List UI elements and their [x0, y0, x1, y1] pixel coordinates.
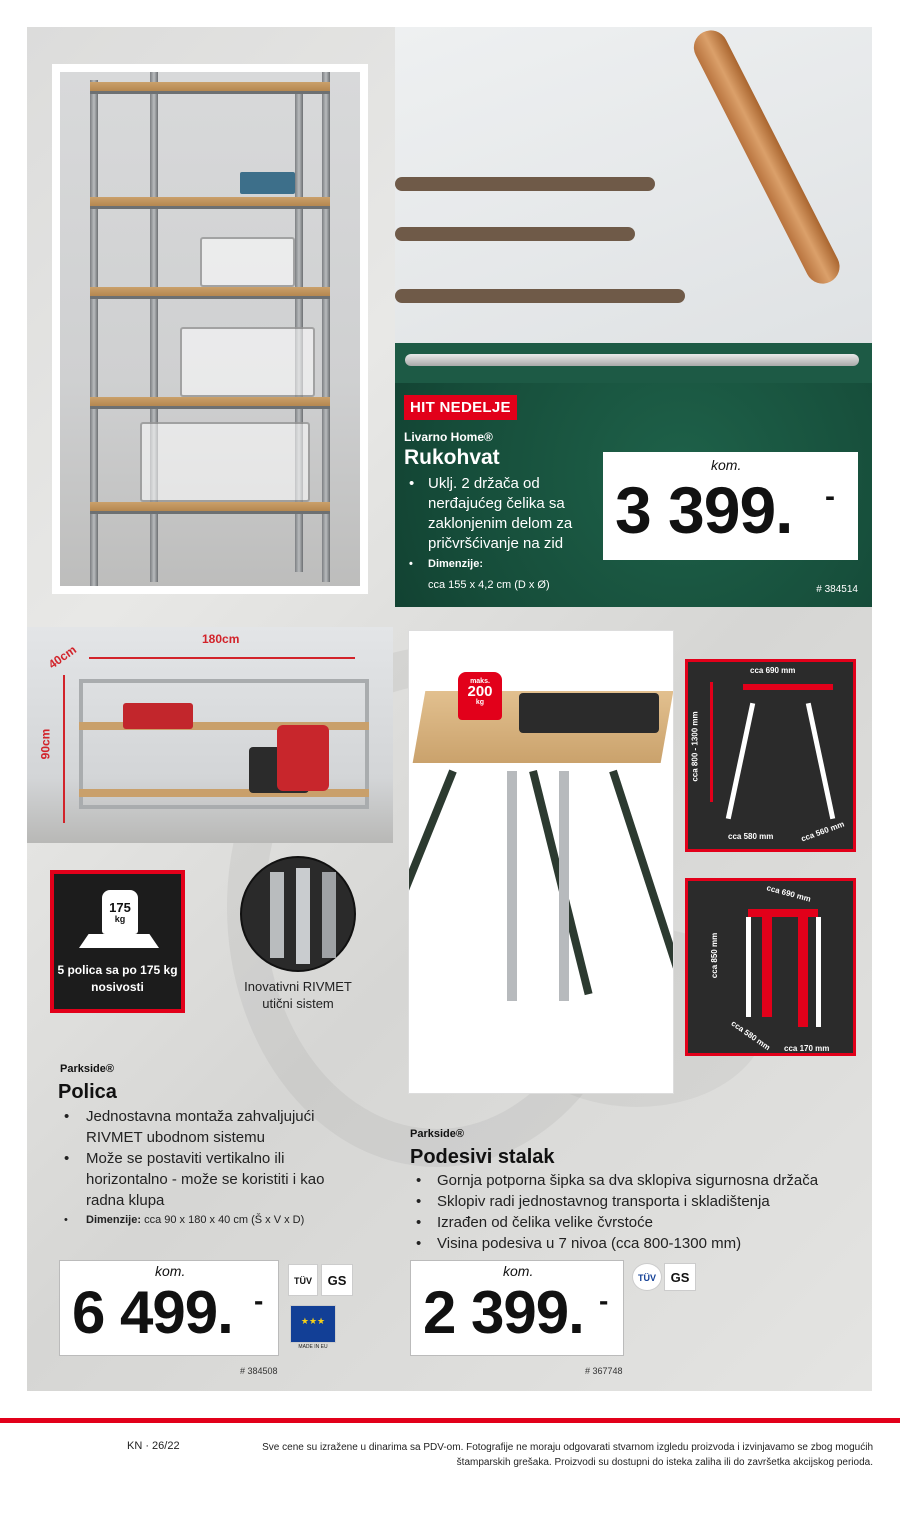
polica-price: 6 499. [72, 1279, 233, 1346]
polica-title: Polica [58, 1081, 117, 1103]
polica-price-box [59, 1260, 279, 1356]
handrail-detail-bar [405, 354, 859, 366]
stalak-title: Podesivi stalak [410, 1146, 555, 1168]
page-code: KN · 26/22 [127, 1440, 180, 1452]
trestle-height-diagram [685, 659, 856, 852]
load-capacity-caption: 5 polica sa po 175 kg nosivosti [57, 963, 178, 994]
rukohvat-feature-1: • Uklj. 2 držača od nerđajućeg čelika sa zaklonjenim delom za pričvršćivanje na zid [404, 474, 614, 554]
rivmet-caption: Inovativni RIVMET utični sistem [244, 979, 352, 1011]
rukohvat-dimensions-label: • Dimenzije: [404, 556, 614, 573]
stalak-feature-1: • Gornja potporna šipka sa dva sklopiva sigurnosna držača [410, 1170, 880, 1191]
rukohvat-sku: # 384514 [816, 584, 858, 595]
polica-sku: # 384508 [240, 1366, 278, 1376]
rukohvat-price-dash: - [825, 480, 835, 513]
rivmet-system-photo [240, 856, 356, 972]
dimension-depth-label: 40cm [45, 642, 79, 672]
stalak-unit: kom. [503, 1263, 534, 1279]
rukohvat-brand: Livarno Home® [404, 430, 493, 444]
diagram2-top: cca 690 mm [765, 883, 812, 904]
polica-unit: kom. [155, 1263, 186, 1279]
polica-feature-2: • Može se postaviti vertikalno ili horizontalno - može se koristiti i kao radna klupa [58, 1148, 358, 1211]
tuv-cert-icon: TÜV [632, 1263, 662, 1291]
diagram2-bottom-left: cca 580 mm [729, 1018, 772, 1053]
made-in-eu-label: MADE IN EU [298, 1344, 328, 1350]
weight-icon-unit: kg [114, 914, 126, 924]
diagram1-side: cca 800 - 1300 mm [690, 711, 700, 782]
weight-icon [102, 890, 138, 934]
polica-feature-1: • Jednostavna montaža zahvaljujući RIVMET ubodnom sistemu [58, 1106, 358, 1148]
rukohvat-dimensions-value: cca 155 x 4,2 cm (D x Ø) [428, 579, 550, 591]
load-capacity-icon-box [50, 870, 185, 1013]
workbench-product-photo [408, 630, 674, 1094]
dimension-width-label: 180cm [202, 632, 240, 646]
diagram1-top: cca 690 mm [750, 666, 796, 675]
dimension-height-label: 90cm [38, 728, 53, 760]
diagram1-bottom-right: cca 560 mm [799, 819, 846, 844]
stalak-price-box [410, 1260, 624, 1356]
polica-features [58, 1106, 358, 1229]
max-load-value: 200 [467, 683, 493, 700]
diagram2-side: cca 850 mm [710, 932, 720, 979]
footer-divider [0, 1418, 900, 1423]
stalak-feature-4: • Visina podesiva u 7 nivoa (cca 800-1300 mm) [410, 1233, 880, 1254]
stalak-features [410, 1170, 880, 1254]
rukohvat-features [404, 474, 614, 573]
stalak-price-dash: - [599, 1285, 609, 1316]
polica-dimensions [58, 1211, 358, 1229]
weight-icon-value: 175 [109, 900, 131, 915]
max-load-icon [458, 672, 502, 720]
stalak-feature-3: • Izrađen od čelika velike čvrstoće [410, 1212, 880, 1233]
shelf-product-photo [52, 64, 368, 594]
rukohvat-price-box [603, 452, 858, 560]
polica-brand: Parkside® [60, 1063, 114, 1075]
stalak-sku: # 367748 [585, 1366, 623, 1376]
max-load-pre: maks. [470, 678, 490, 685]
polica-dimensions-value: cca 90 x 180 x 40 cm (Š x V x D) [144, 1214, 305, 1226]
gs-cert-icon: GS [664, 1263, 696, 1291]
polica-price-dash: - [254, 1285, 264, 1316]
hit-badge: HIT NEDELJE [404, 395, 517, 420]
stalak-feature-2: • Sklopiv radi jednostavnog transporta i skladištenja [410, 1191, 880, 1212]
platform-shape [79, 934, 159, 948]
tuv-cert-icon: TÜV [288, 1264, 318, 1296]
eu-flag-icon: ★★★ [290, 1305, 336, 1343]
rukohvat-price: 3 399. [615, 473, 793, 547]
max-load-unit: kg [475, 699, 485, 706]
legal-disclaimer: Sve cene su izražene u dinarima sa PDV-om. Fotografije ne moraju odgovarati stvarnom izgledu proizvoda i izvinjavamo se zbog mogućih štamparskih grešaka. Proizvodi su dostupni do isteka zaliha ili do završetka akcijskog perioda. [262, 1442, 873, 1468]
trestle-folded-diagram [685, 878, 856, 1056]
diagram1-bottom-left: cca 580 mm [728, 832, 774, 841]
shelf-dimensions-photo [27, 627, 393, 843]
rukohvat-title: Rukohvat [404, 446, 500, 469]
diagram2-bottom-right: cca 170 mm [784, 1044, 830, 1053]
gs-cert-icon: GS [321, 1264, 353, 1296]
stalak-price: 2 399. [423, 1279, 584, 1346]
rukohvat-unit: kom. [711, 457, 742, 473]
stalak-brand: Parkside® [410, 1128, 464, 1140]
polica-dimensions-label: Dimenzije: [86, 1214, 142, 1226]
